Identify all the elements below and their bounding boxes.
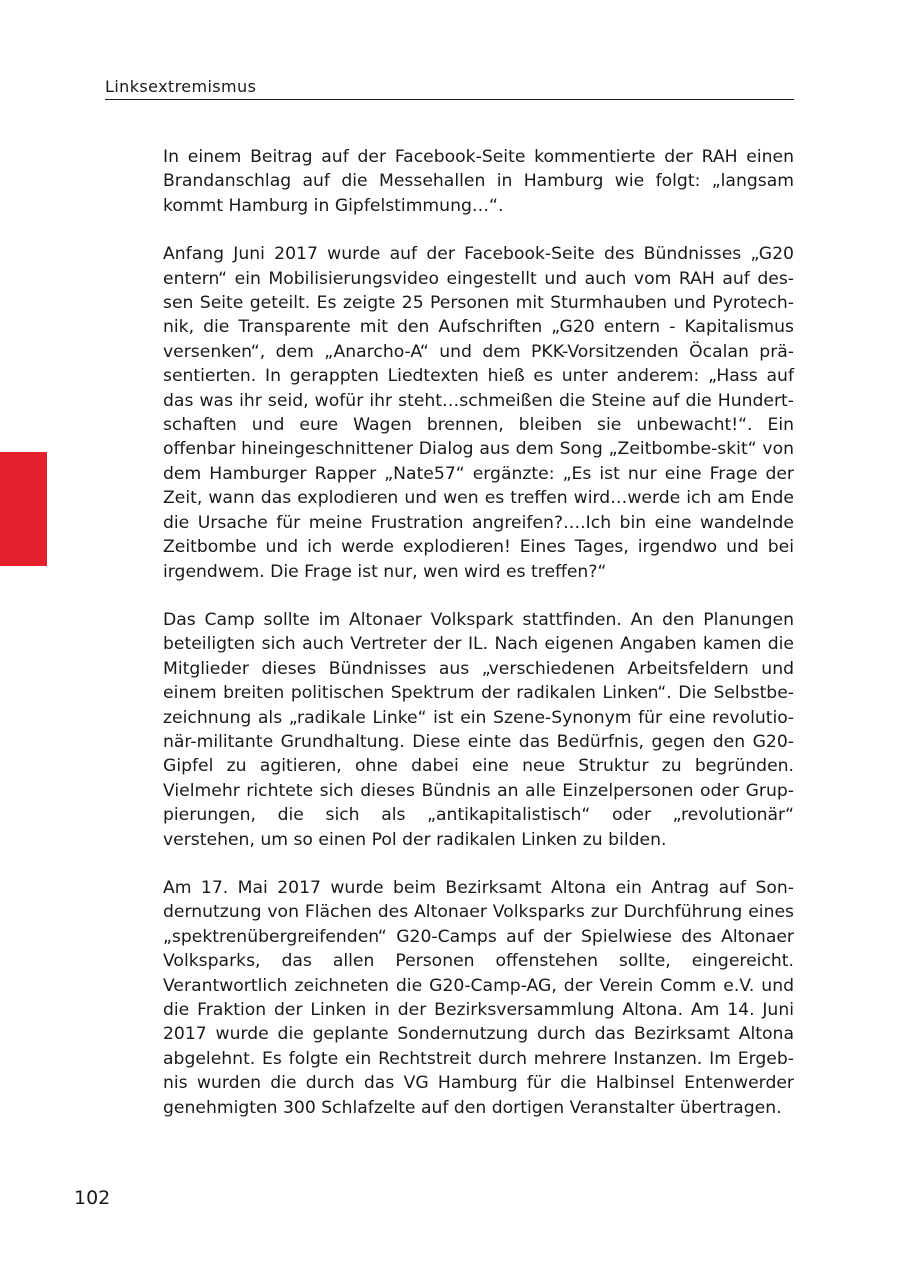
paragraph-2: Anfang Juni 2017 wurde auf der Facebook-Seite des Bündnisses „G20 entern“ ein Mobilisierungsvideo eingestellt und auch vom RAH auf dessen Seite geteilt. Es zeigte 25 Personen mit Sturmhauben und Pyrotechnik, die Transparente mit den Aufschriften „G20 entern - Kapitalismus versenken“, dem „Anarcho-A“ und dem PKK-Vorsitzenden Öcalan präsentierten. In gerappten Liedtexten hieß es unter anderem: „Hass auf das was ihr seid, wofür ihr steht…schmeißen die Steine auf die Hundertschaften und eure Wagen brennen, bleiben sie unbewacht!“. Ein offenbar hineingeschnittener Dialog aus dem Song „Zeitbombe-skit“ von dem Hamburger Rapper „Nate57“ ergänzte: „Es ist nur eine Frage der Zeit, wann das explodieren und wen es treffen wird…werde ich am Ende die Ursache für meine Frustration angreifen?….Ich bin eine wandelnde Zeitbombe und ich werde explodieren! Eines Tages, irgendwo und bei irgendwem. Die Frage ist nur, wen wird es treffen?“ — [163, 244, 794, 582]
paragraph-1: In einem Beitrag auf der Facebook-Seite kommentierte der RAH einen Brandanschlag auf die Messehallen in Hamburg wie folgt: „langsam kommt Hamburg in Gipfelstimmung…“. — [163, 147, 794, 216]
page-number: 102 — [74, 1187, 111, 1209]
header-divider — [105, 99, 794, 100]
chapter-marker-tab — [0, 452, 47, 566]
paragraph-3: Das Camp sollte im Altonaer Volkspark stattfinden. An den Planungen beteiligten sich auch Vertreter der IL. Nach eigenen Angaben kamen die Mitglieder dieses Bündnisses aus „verschiedenen Arbeitsfeldern und einem breiten politischen Spektrum der radikalen Linken“. Die Selbstbezeichnung als „radikale Linke“ ist ein Szene-Synonym für eine revolutionär-militante Grundhaltung. Diese einte das Bedürfnis, gegen den G20-Gipfel zu agitieren, ohne dabei eine neue Struktur zu begründen. Vielmehr richtete sich dieses Bündnis an alle Einzelpersonen oder Gruppierungen, die sich als „antikapitalistisch“ oder „revolutionär“ verstehen, um so einen Pol der radikalen Linken zu bilden. — [163, 609, 794, 850]
running-head-title: Linksextremismus — [105, 77, 257, 96]
body-text — [163, 145, 794, 1120]
paragraph-4: Am 17. Mai 2017 wurde beim Bezirksamt Altona ein Antrag auf Sondernutzung von Flächen des Altonaer Volksparks zur Durchführung eines „spektrenübergreifenden“ G20-Camps auf der Spielwiese des Altonaer Volksparks, das allen Personen offenstehen sollte, eingereicht. Verantwortlich zeichneten die G20-Camp-AG, der Verein Comm e.V. und die Fraktion der Linken in der Bezirksversammlung Altona. Am 14. Juni 2017 wurde die geplante Sondernutzung durch das Bezirksamt Altona abgelehnt. Es folgte ein Rechtstreit durch mehrere Instanzen. Im Ergebnis wurden die durch das VG Hamburg für die Halbinsel Entenwerder genehmigten 300 Schlafzelte auf den dortigen Veranstalter übertragen. — [163, 877, 794, 1118]
